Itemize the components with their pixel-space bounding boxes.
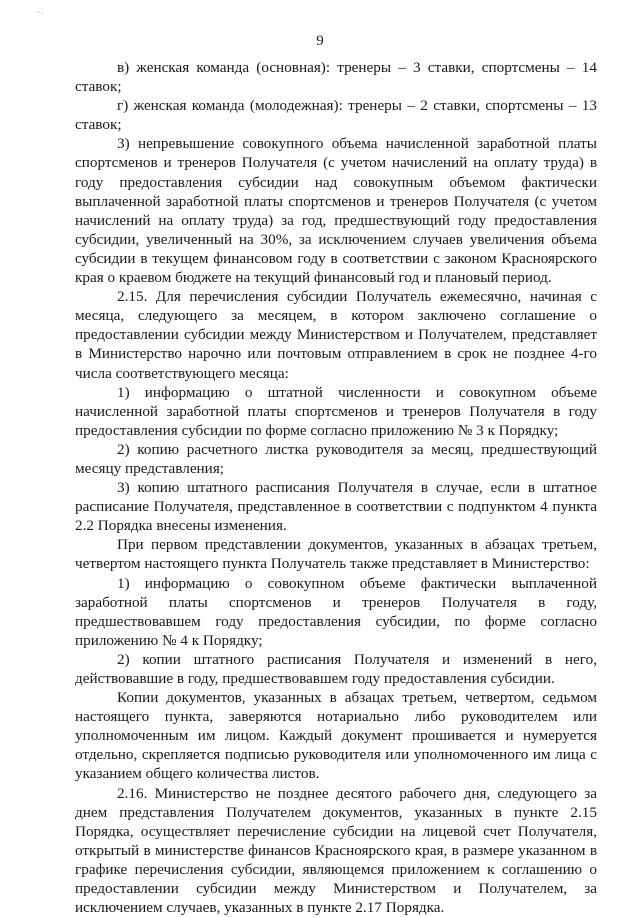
paragraph: Копии документов, указанных в абзацах третьем, четвертом, седьмом настоящего пункта, заверяются нотариально либо руководителем или уполномоченным им лицом. Каждый документ прошивается и нумеруется отдельно, скрепляется подписью руководителя или уполномоченного им лица с указанием общего количества листов.: [75, 689, 597, 783]
paragraph: 2.15. Для перечисления субсидии Получатель ежемесячно, начиная с месяца, следующего за месяцем, в котором заключено соглашение о предоставлении субсидии между Министерством и Получателем, представляет в Министерство нарочно или почтовым отправлением в срок не позднее 4-го числа соответствующего месяца:: [75, 288, 597, 382]
paragraph: При первом представлении документов, указанных в абзацах третьем, четвертом настоящего пункта Получатель также представляет в Министерство:: [75, 536, 597, 573]
paragraph: 2) копию расчетного листка руководителя за месяц, предшествующий месяцу представления;: [75, 440, 597, 477]
paragraph: 1) информацию о совокупном объеме фактически выплаченной заработной платы спортсменов и тренеров Получателя в году, предшествовавшем году предоставления субсидии, по форме согласно приложению № 4 к Порядку;: [75, 574, 597, 649]
paragraph: 1) информацию о штатной численности и совокупном объеме начисленной заработной платы спортсменов и тренеров Получателя в году предоставления субсидии по форме согласно приложению № 3 к Порядку;: [75, 383, 597, 439]
paragraph: 3) копию штатного расписания Получателя в случае, если в штатное расписание Получателя, представленное в соответствии с подпунктом 4 пункта 2.2 Порядка внесены изменения.: [75, 479, 597, 535]
scan-artifact-mark: ' ·: [38, 10, 44, 18]
paragraph: 3) непревышение совокупного объема начисленной заработной платы спортсменов и тренеров Получателя (с учетом начислений на оплату труда) в году предоставления субсидии над совокупным объемом фактически выплаченной заработной платы спортсменов и тренеров Получателя (с учетом начислений на оплату труда) за год, предшествующий году предоставления субсидии, увеличенный на 30%, за исключением случаев увеличения объема субсидии в текущем финансовом году в соответствии с законом Красноярского края о краевом бюджете на текущий финансовый год и плановый период.: [75, 135, 597, 287]
paragraph: в) женская команда (основная): тренеры – 3 ставки, спортсмены – 14 ставок;: [75, 59, 597, 96]
document-body: [75, 58, 597, 917]
paragraph: 2) копии штатного расписания Получателя и изменений в него, действовавшие в году, предшествовавшем году предоставления субсидии.: [75, 650, 597, 687]
page-number: 9: [316, 33, 324, 49]
paragraph: г) женская команда (молодежная): тренеры – 2 ставки, спортсмены – 13 ставок;: [75, 97, 597, 134]
paragraph: 2.16. Министерство не позднее десятого рабочего дня, следующего за днем представления Получателем документов, указанных в пункте 2.15 Порядка, осуществляет перечисление субсидии на лицевой счет Получателя, открытый в министерстве финансов Красноярского края, в размере указанном в графике перечисления субсидии, являющемся приложением к соглашению о предоставлении субсидии между Министерством и Получателем, за исключением случаев, указанных в пункте 2.17 Порядка.: [75, 784, 597, 917]
